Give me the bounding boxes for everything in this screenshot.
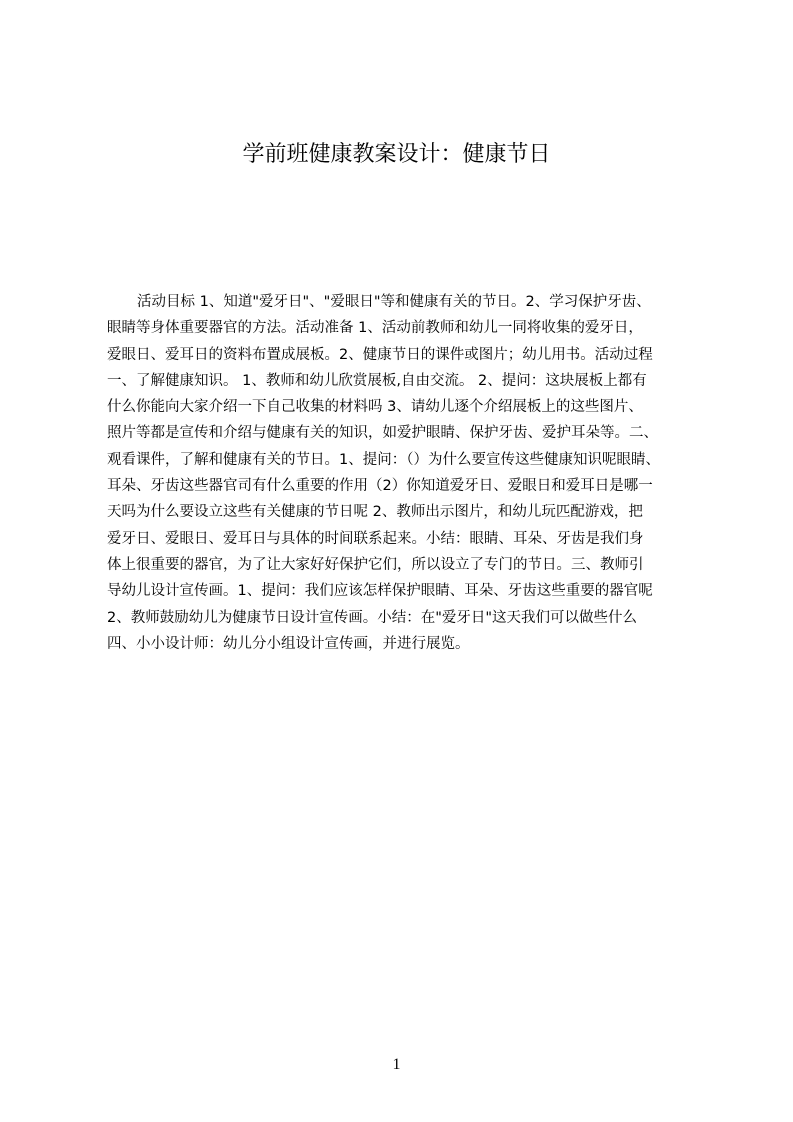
- body-line: 导幼儿设计宣传画。1、提问：我们应该怎样保护眼睛、耳朵、牙齿这些重要的器官呢: [107, 583, 653, 600]
- body-line: 照片等都是宣传和介绍与健康有关的知识，如爱护眼睛、保护牙齿、爱护耳朵等。二、: [107, 425, 658, 442]
- body-line: 爱牙日、爱眼日、爱耳日与具体的时间联系起来。小结：眼睛、耳朵、牙齿是我们身: [107, 530, 644, 547]
- page-number: 1: [392, 1056, 401, 1073]
- document-title: 学前班健康教案设计：健康节日: [242, 142, 551, 167]
- body-line: 什么你能向大家介绍一下自己收集的材料吗 3、请幼儿逐个介绍展板上的这些图片、: [107, 399, 643, 416]
- body-line: 活动目标 1、知道"爱牙日"、"爱眼日"等和健康有关的节日。2、学习保护牙齿、: [137, 294, 651, 310]
- body-line: 爱眼日、爱耳日的资料布置成展板。2、健康节日的课件或图片；幼儿用书。活动过程: [107, 346, 653, 363]
- body-line: 2、教师鼓励幼儿为健康节日设计宣传画。小结：在"爱牙日"这天我们可以做些什么: [107, 609, 638, 626]
- body-line: 天吗为什么要设立这些有关健康的节日呢 2、教师出示图片，和幼儿玩匹配游戏，把: [107, 504, 643, 521]
- document-body: [107, 289, 697, 669]
- body-line: 耳朵、牙齿这些器官司有什么重要的作用（2）你知道爱牙日、爱眼日和爱耳日是哪一: [107, 478, 653, 495]
- body-line: 四、小小设计师：幼儿分小组设计宣传画，并进行展览。: [107, 635, 470, 652]
- body-line: 一、了解健康知识。 1、教师和幼儿欣赏展板,自由交流。 2、提问：这块展板上都有: [107, 372, 647, 389]
- body-line: 眼睛等身体重要器官的方法。活动准备 1、活动前教师和幼儿一同将收集的爱牙日，: [107, 320, 643, 337]
- body-line: 体上很重要的器官，为了让大家好好保护它们，所以设立了专门的节日。三、教师引: [107, 556, 644, 573]
- body-line: 观看课件，了解和健康有关的节日。1、提问：（）为什么要宣传这些健康知识呢眼睛、: [107, 451, 660, 468]
